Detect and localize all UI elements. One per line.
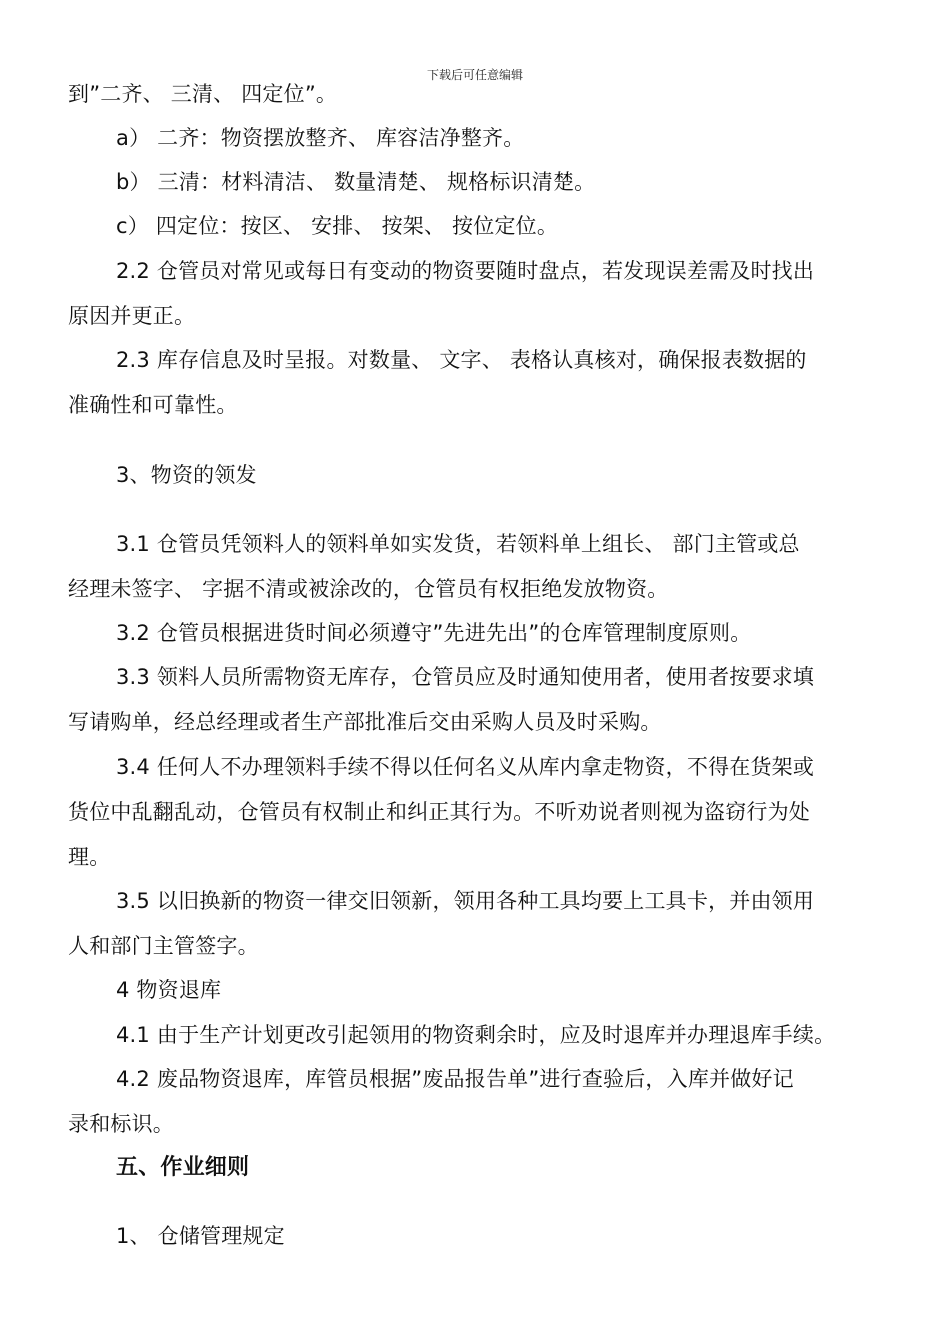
paragraph-line: 准确性和可靠性。 — [68, 393, 238, 417]
paragraph-line: 货位中乱翻乱动，仓管员有权制止和纠正其行为。不听劝说者则视为盗窃行为处 — [68, 800, 810, 824]
paragraph-line: 3.3 领料人员所需物资无库存，仓管员应及时通知使用者，使用者按要求填 — [116, 665, 815, 689]
paragraph-line: 理。 — [68, 845, 111, 869]
paragraph-line: 3.2 仓管员根据进货时间必须遵守”先进先出”的仓库管理制度原则。 — [116, 621, 752, 645]
paragraph-line: 3.4 任何人不办理领料手续不得以任何名义从库内拿走物资，不得在货架或 — [116, 755, 815, 779]
paragraph-line: 经理未签字、 字据不清或被涂改的，仓管员有权拒绝发放物资。 — [68, 577, 669, 601]
paragraph-line: 原因并更正。 — [68, 304, 196, 328]
paragraph-line: 2.2 仓管员对常见或每日有变动的物资要随时盘点，若发现误差需及时找出 — [116, 259, 815, 283]
subsection-title: 1、 仓储管理规定 — [116, 1224, 285, 1248]
paragraph-line: 录和标识。 — [68, 1112, 174, 1136]
paragraph-line: 2.3 库存信息及时呈报。对数量、 文字、 表格认真核对，确保报表数据的 — [116, 348, 807, 372]
paragraph-line: 到”二齐、 三清、 四定位”。 — [68, 82, 338, 106]
list-item-c: c） 四定位：按区、 安排、 按架、 按位定位。 — [116, 214, 559, 238]
paragraph-line: 4.2 废品物资退库，库管员根据”废品报告单”进行查验后，入库并做好记 — [116, 1067, 794, 1091]
paragraph-line: 4.1 由于生产计划更改引起领用的物资剩余时，应及时退库并办理退库手续。 — [116, 1023, 836, 1047]
paragraph-line: 3.1 仓管员凭领料人的领料单如实发货，若领料单上组长、 部门主管或总 — [116, 532, 800, 556]
header-note: 下载后可任意编辑 — [426, 68, 523, 82]
list-item-a: a） 二齐：物资摆放整齐、 库容洁净整齐。 — [116, 126, 525, 150]
chapter-heading: 五、作业细则 — [116, 1155, 250, 1180]
list-item-b: b） 三清：材料清洁、 数量清楚、 规格标识清楚。 — [116, 170, 596, 194]
section-title: 4 物资退库 — [116, 978, 222, 1002]
paragraph-line: 人和部门主管签字。 — [68, 934, 259, 958]
section-title: 3、物资的领发 — [116, 463, 257, 487]
paragraph-line: 写请购单，经总经理或者生产部批准后交由采购人员及时采购。 — [68, 710, 662, 734]
paragraph-line: 3.5 以旧换新的物资一律交旧领新，领用各种工具均要上工具卡，并由领用 — [116, 889, 815, 913]
